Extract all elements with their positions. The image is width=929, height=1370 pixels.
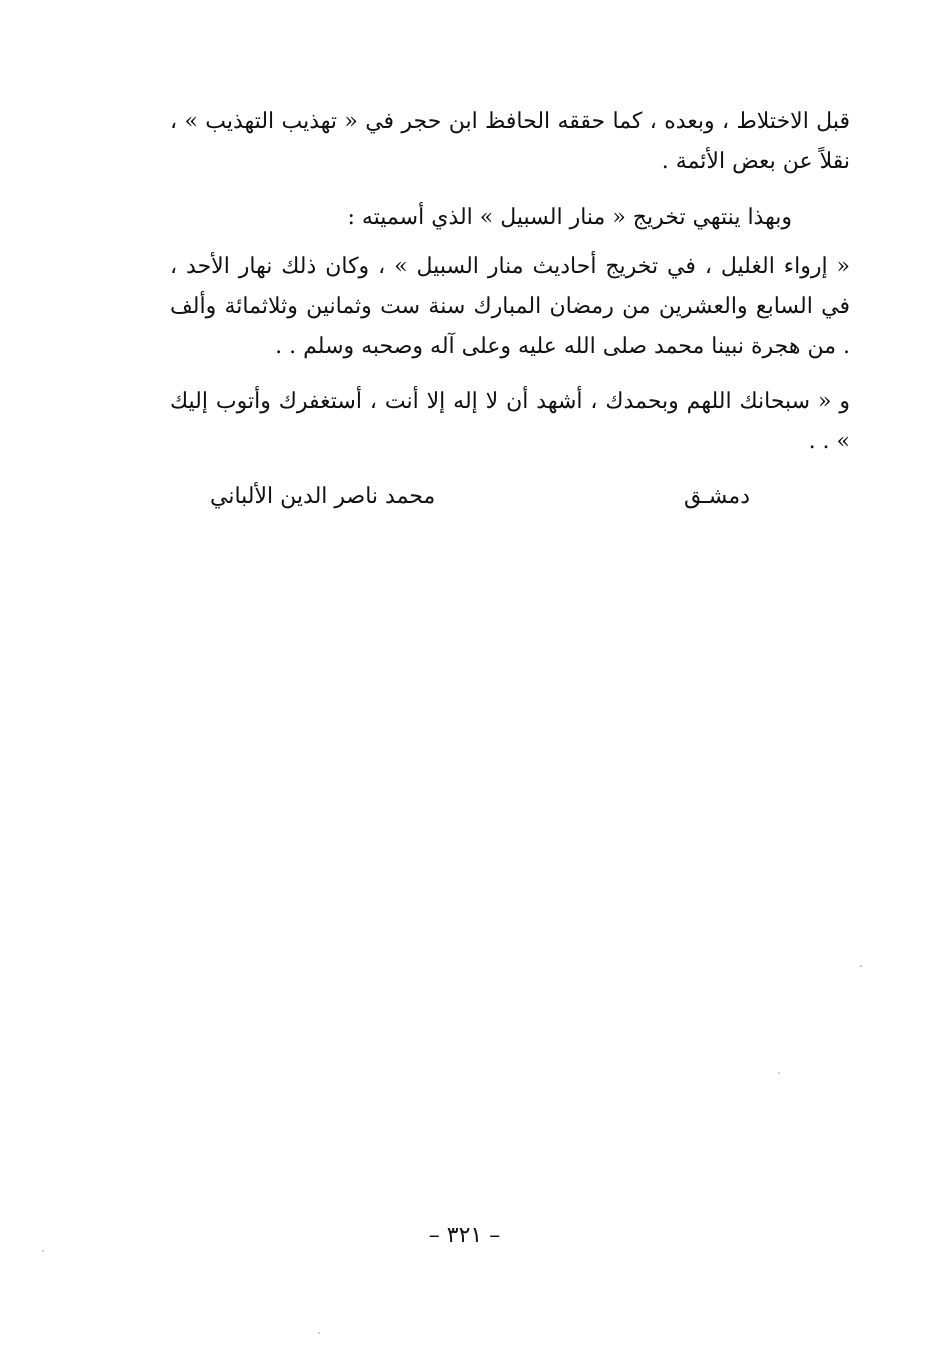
signature-row [190,477,770,517]
scan-speck [860,965,862,967]
paragraph-ikhtilat: قبل الاختلاط ، وبعده ، كما حققه الحافظ ابن حجر في « تهذيب التهذيب » ، نقلاً عن بعض الأئمة . [170,109,850,174]
paragraph-conclusion-intro: وبهذا ينتهي تخريج « منار السبيل » الذي أسميته : [347,205,792,230]
paragraph-closing-supplication: و « سبحانك اللهم وبحمدك ، أشهد أن لا إله إلا أنت ، أستغفرك وأتوب إليك » . . [170,389,850,454]
scan-speck [42,1250,44,1252]
scan-speck [318,1332,320,1334]
page-number: – ٣٢١ – [428,1223,501,1248]
scan-speck [778,1072,780,1074]
signature-author: محمد ناصر الدين الألباني [210,484,436,509]
signature-place: دمشـق [684,484,750,509]
paragraph-book-title-date: « إرواء الغليل ، في تخريج أحاديث منار السبيل » ، وكان ذلك نهار الأحد ، في السابع والعشرين من رمضان المبارك سنة ست وثمانين وثلاثمائة وألف . من هجرة نبينا محمد صلى الله عليه وعلى آله وصحبه وسلم . . [170,254,850,359]
